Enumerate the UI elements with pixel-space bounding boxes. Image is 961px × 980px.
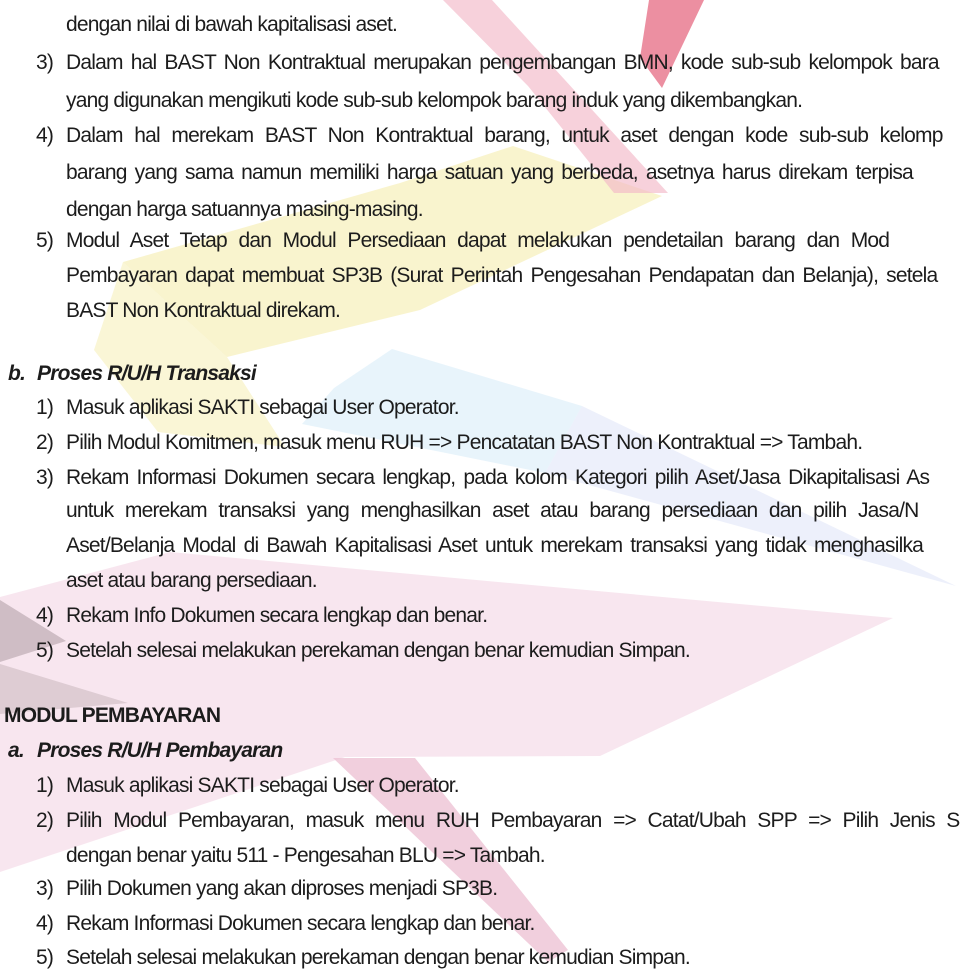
doc-line: 2) Pilih Modul Pembayaran, masuk menu RUH Pembayaran => Catat/Ubah SPP => Pilih Jenis S [36, 809, 960, 832]
doc-line: Pembayaran dapat membuat SP3B (Surat Perintah Pengesahan Pendapatan dan Belanja), setela [66, 264, 938, 287]
doc-line: 3) Rekam Informasi Dokumen secara lengkap, pada kolom Kategori pilih Aset/Jasa Dikapitalisasi As [36, 466, 930, 489]
doc-line: barang yang sama namun memiliki harga satuan yang berbeda, asetnya harus direkam terpisa [66, 161, 913, 184]
doc-line: BAST Non Kontraktual direkam. [66, 299, 341, 322]
doc-line: 2) Pilih Modul Komitmen, masuk menu RUH => Pencatatan BAST Non Kontraktual => Tambah. [36, 431, 863, 454]
doc-line: 5) Setelah selesai melakukan perekaman dengan benar kemudian Simpan. [36, 946, 690, 969]
doc-line: dengan harga satuannya masing-masing. [66, 198, 423, 221]
doc-line: 1) Masuk aplikasi SAKTI sebagai User Operator. [36, 774, 459, 797]
doc-line: 4) Dalam hal merekam BAST Non Kontraktual barang, untuk aset dengan kode sub-sub kelomp [36, 124, 943, 147]
section-heading-proses-ruh-transaksi: b. Proses R/U/H Transaksi [8, 362, 256, 385]
doc-line: 3) Pilih Dokumen yang akan diproses menjadi SP3B. [36, 877, 498, 900]
doc-line: aset atau barang persediaan. [66, 569, 317, 592]
doc-line: dengan benar yaitu 511 - Pengesahan BLU => Tambah. [66, 844, 545, 867]
doc-line: 4) Rekam Info Dokumen secara lengkap dan benar. [36, 604, 488, 627]
doc-line: yang digunakan mengikuti kode sub-sub kelompok barang induk yang dikembangkan. [66, 89, 803, 112]
section-heading-modul-pembayaran: MODUL PEMBAYARAN [4, 704, 221, 727]
doc-line-clipped [0, 0, 961, 3]
doc-line: 1) Masuk aplikasi SAKTI sebagai User Operator. [36, 396, 459, 419]
doc-line: untuk merekam transaksi yang menghasilkan aset atau barang persediaan dan pilih Jasa/N [66, 499, 919, 522]
doc-line: Aset/Belanja Modal di Bawah Kapitalisasi Aset untuk merekam transaksi yang tidak menghasilka [66, 534, 924, 557]
section-heading-proses-ruh-pembayaran: a. Proses R/U/H Pembayaran [8, 739, 283, 762]
doc-line: dengan nilai di bawah kapitalisasi aset. [66, 13, 398, 36]
doc-line: 5) Setelah selesai melakukan perekaman dengan benar kemudian Simpan. [36, 639, 690, 662]
doc-line: 4) Rekam Informasi Dokumen secara lengkap dan benar. [36, 912, 535, 935]
doc-line: 5) Modul Aset Tetap dan Modul Persediaan dapat melakukan pendetailan barang dan Mod [36, 229, 890, 252]
doc-line: 3) Dalam hal BAST Non Kontraktual merupakan pengembangan BMN, kode sub-sub kelompok bara [36, 51, 939, 74]
